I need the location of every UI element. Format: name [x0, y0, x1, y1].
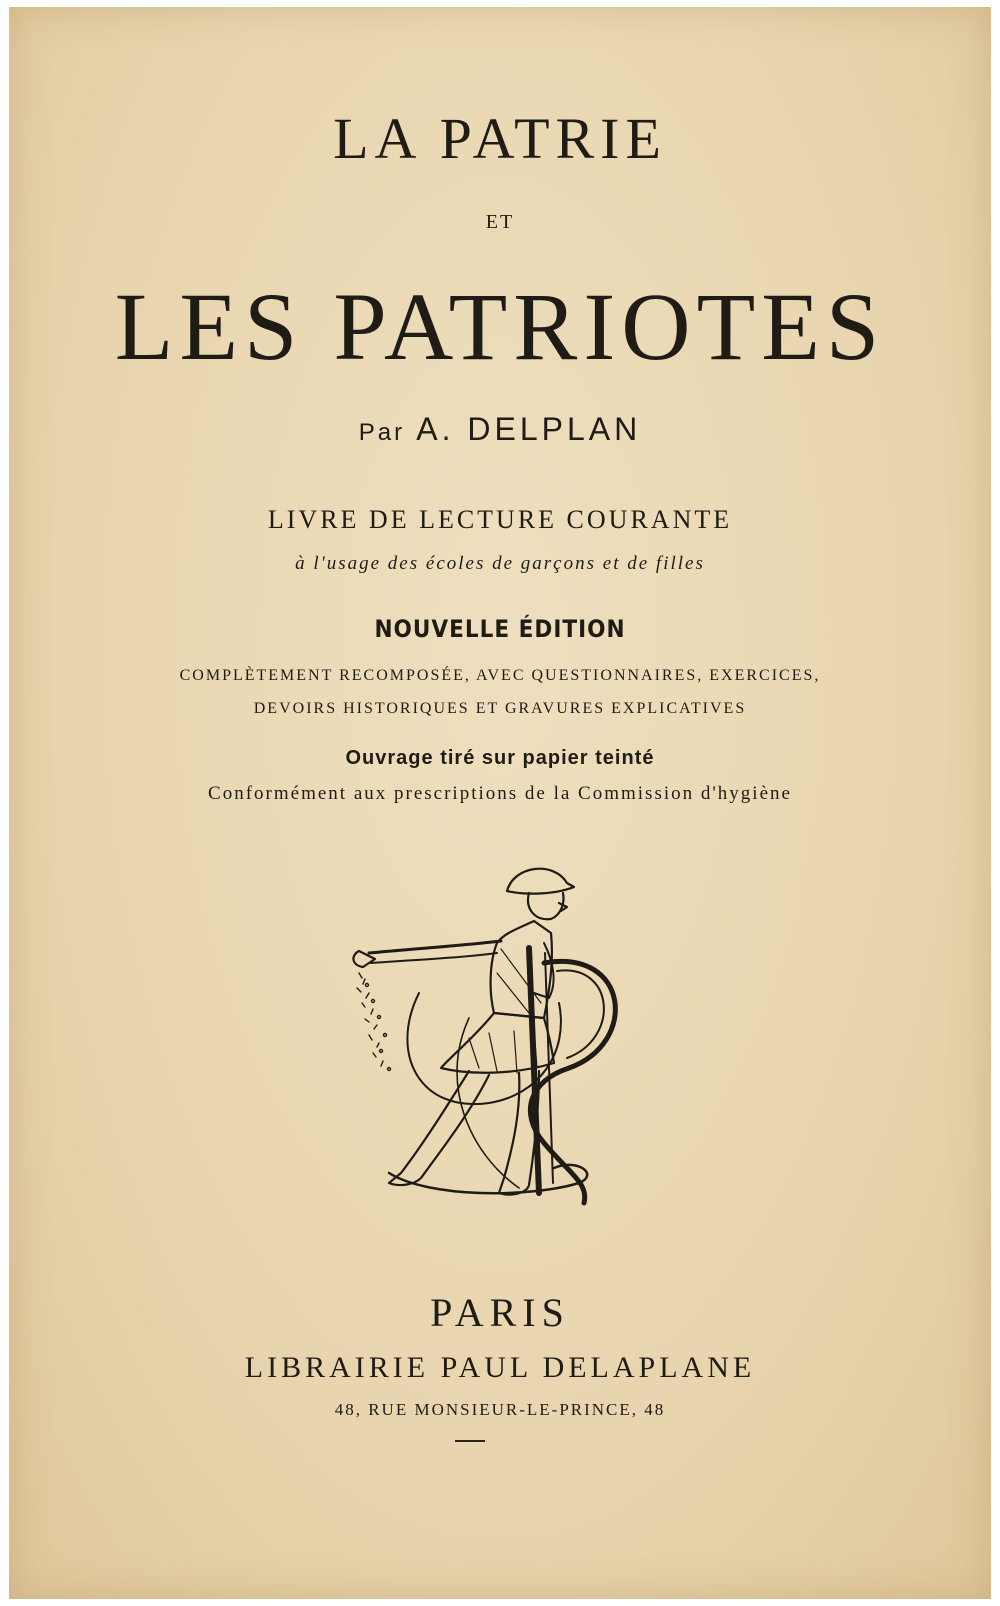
title-line-2: LES PATRIOTES	[114, 273, 886, 380]
edition-description-1: COMPLÈTEMENT RECOMPOSÉE, AVEC QUESTIONNAIRES, EXERCICES,	[179, 667, 821, 684]
sower-engraving-icon	[329, 853, 639, 1233]
author-name: A. DELPLAN	[416, 411, 642, 447]
author-prefix: Par	[358, 419, 406, 446]
paper-note: Ouvrage tiré sur papier teinté	[345, 747, 655, 769]
edition-heading: NOUVELLE ÉDITION	[374, 615, 626, 643]
title-connector: ET	[485, 211, 515, 233]
imprint-publisher: LIBRAIRIE PAUL DELAPLANE	[244, 1351, 756, 1384]
usage-line: à l'usage des écoles de garçons et de filles	[295, 553, 705, 574]
edition-description-2: DEVOIRS HISTORIQUES ET GRAVURES EXPLICATIVES	[253, 700, 747, 717]
author-line	[9, 411, 991, 448]
imprint-city: PARIS	[430, 1290, 570, 1335]
closing-rule	[455, 1440, 485, 1442]
imprint-address: 48, RUE MONSIEUR-LE-PRINCE, 48	[334, 1400, 666, 1419]
title-line-1: LA PATRIE	[333, 106, 667, 171]
title-page	[9, 7, 991, 1599]
conformity-note: Conformément aux prescriptions de la Commission d'hygiène	[208, 783, 792, 804]
subtitle: LIVRE DE LECTURE COURANTE	[267, 505, 733, 534]
